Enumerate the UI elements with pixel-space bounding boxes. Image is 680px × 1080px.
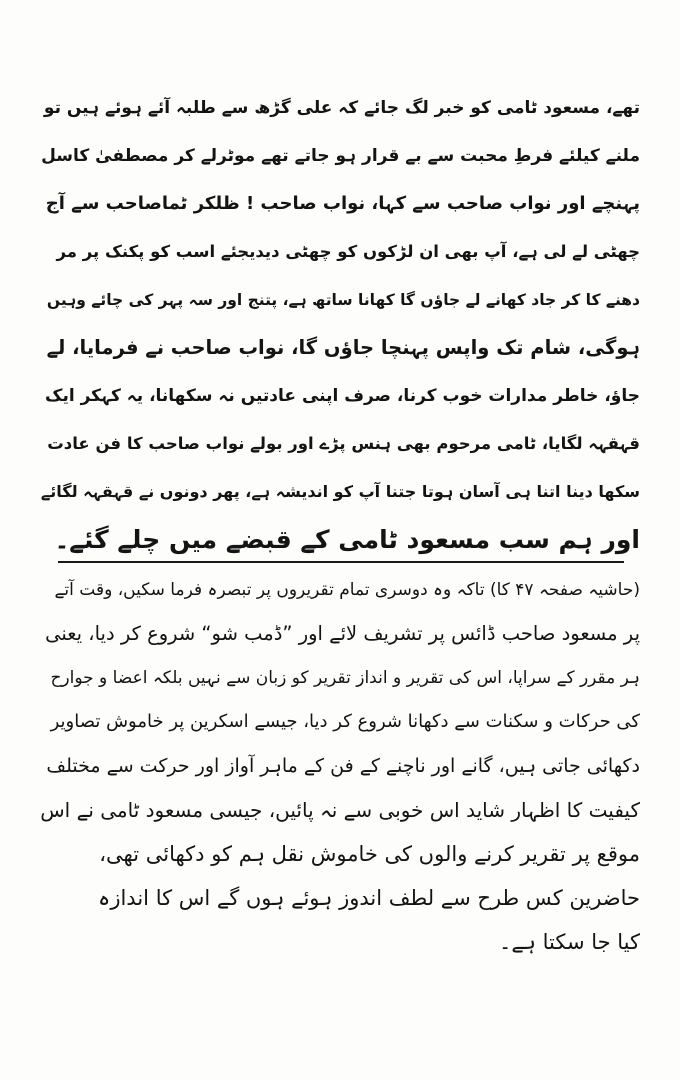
footnote-line: موقع پر تقریر کرنے والوں کی خاموش نقل ہم کو دکھائی تھی، (99, 842, 640, 866)
footnote-line: پر مسعود صاحب ڈائس پر تشریف لائے اور ”ڈمب شو“ شروع کر دیا، یعنی (45, 622, 640, 645)
text-line: سکھا دینا اتنا ہی آسان ہوتا جتنا آپ کو اندیشہ ہے، پھر دونوں نے قہقہہ لگائے (40, 482, 640, 501)
footnote-line: حاضرین کس طرح سے لطف اندوز ہوئے ہوں گے اس کا اندازہ (98, 886, 640, 910)
footnote-divider (58, 561, 624, 563)
text-line: تھے، مسعود ٹامی کو خبر لگ جائے کہ علی گڑھ سے طلبہ آئے ہوئے ہیں تو (43, 98, 640, 118)
footnote (40, 568, 640, 964)
text-line: جاؤ، خاطر مدارات خوب کرنا، صرف اپنی عادتیں نہ سکھانا، یہ کہکر ایک (45, 386, 640, 406)
footnote-line: کیا جا سکتا ہے۔ (499, 930, 640, 954)
text-line: قہقہہ لگایا، ٹامی مرحوم بھی ہنس پڑے اور بولے نواب صاحب کا فن عادت (47, 434, 640, 453)
footnote-line: (حاشیہ صفحہ ۴۷ کا) تاکہ وہ دوسری تمام تقریروں پر تبصرہ فرما سکیں، وقت آتے (54, 580, 640, 600)
text-line: ملنے کیلئے فرطِ محبت سے بے قرار ہو جاتے تھے موٹرلے کر مصطفیٰ کاسل (41, 146, 640, 166)
text-line: دھنے کا کر جاد کھانے لے جاؤں گا کھانا ساتھ ہے، پتنج اور سہ پہر کی چائے وہیں (46, 291, 640, 309)
footnote-line: کیفیت کا اظہار شاید اس خوبی سے نہ پائیں، جیسی مسعود ٹامی نے اس (40, 798, 640, 822)
footnote-line: ہر مقرر کے سراپا، اس کی تقریر و انداز تقریر کو زبان سے نہیں بلکہ اعضا و جوارح (50, 668, 640, 688)
main-text (40, 84, 640, 564)
text-line: پہنچے اور نواب صاحب سے کہا، نواب صاحب ! ظلکر ٹماصاحب سے آج (45, 193, 640, 214)
text-line: اور ہم سب مسعود ٹامی کے قبضے میں چلے گئے۔ (54, 525, 640, 554)
text-line: چھٹی لے لی ہے، آپ بھی ان لڑکوں کو چھٹی دیدیجئے اسب کو پکنک پر مر (56, 242, 640, 261)
footnote-line: دکھائی جاتی ہیں، گانے اور ناچنے کے فن کے ماہر آواز اور حرکت سے مختلف (46, 755, 640, 777)
text-line: ہوگی، شام تک واپس پہنچا جاؤں گا، نواب صاحب نے فرمایا، لے (46, 336, 640, 359)
footnote-line: کی حرکات و سکنات سے دکھانا شروع کر دیا، جیسے اسکرین پر خاموش تصاویر (50, 711, 640, 732)
